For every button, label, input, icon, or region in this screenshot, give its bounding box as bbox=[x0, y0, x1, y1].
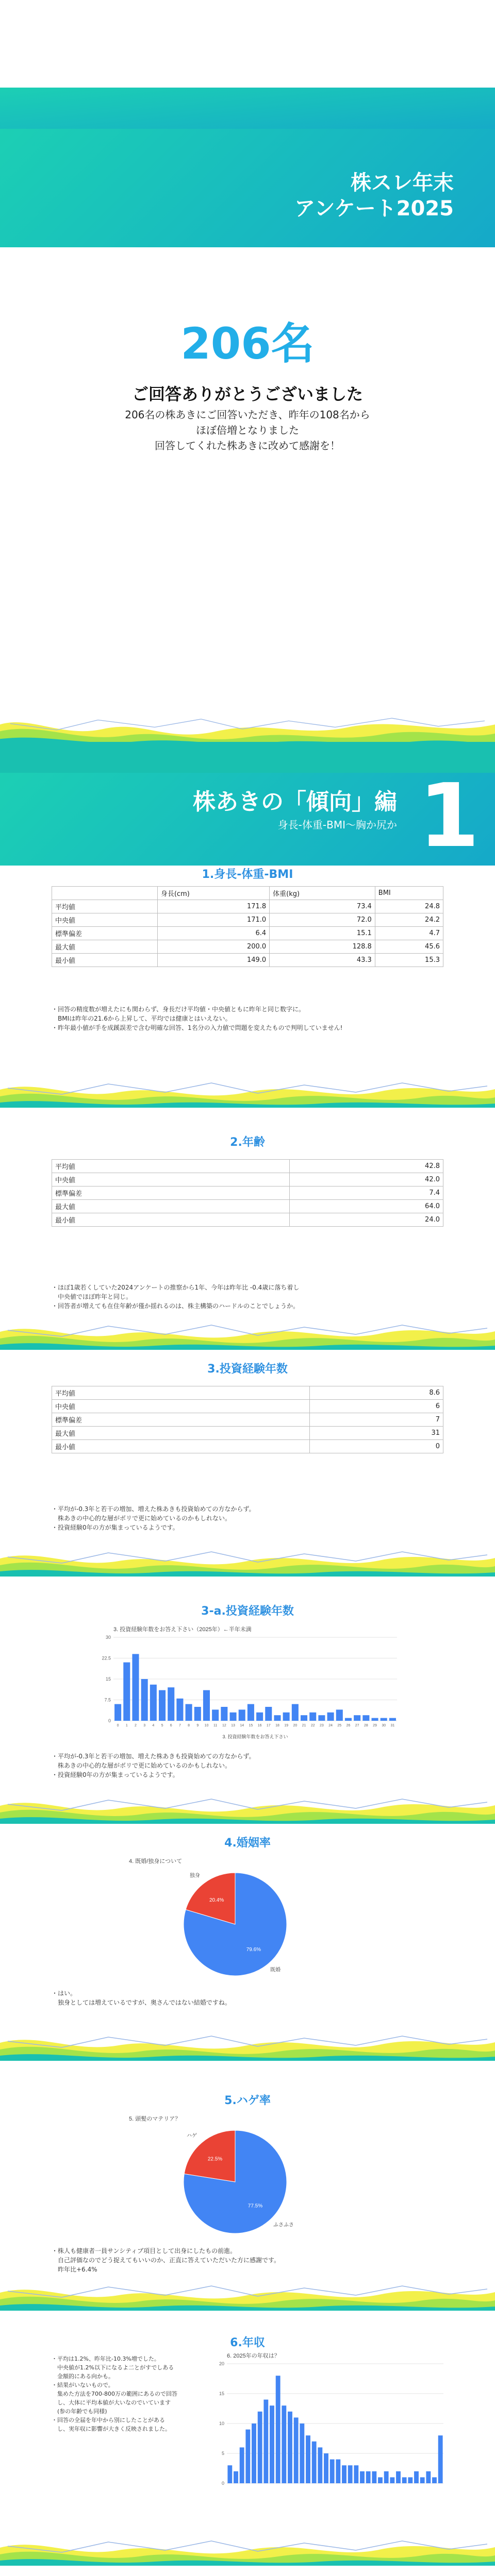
bar bbox=[276, 2376, 280, 2483]
x-tick-label: 28 bbox=[364, 1724, 368, 1727]
slide-age bbox=[0, 1113, 495, 1391]
bar bbox=[432, 2477, 437, 2483]
x-tick-label: 21 bbox=[302, 1724, 306, 1727]
wave-decoration bbox=[0, 2030, 495, 2061]
slice-label: 既婚 bbox=[270, 1967, 281, 1973]
bar bbox=[438, 2435, 443, 2483]
bar bbox=[362, 1715, 369, 1721]
section-subtitle: 身長‐体重‐BMI〜胸か尻か bbox=[277, 819, 397, 831]
bar bbox=[306, 2435, 310, 2483]
table-row: 平均値 42.8 bbox=[52, 1160, 443, 1173]
section-title: 株あきの「傾向」編 bbox=[193, 789, 397, 815]
table-row: 平均値 171.8 73.4 24.8 bbox=[52, 900, 443, 913]
x-tick-label: 8 bbox=[188, 1724, 190, 1727]
married-pie-chart bbox=[124, 1855, 371, 1984]
bar bbox=[141, 1679, 148, 1721]
slide-notes: ・平均が-0.3年と若干の増加、増えた株あきも投資始めての方なからず。 株あきの中心的な層がボリで更に始めているのかもしれない。 ・投資経験0年の方が集まっているようです。 bbox=[52, 1505, 255, 1531]
y-tick-label: 7.5 bbox=[104, 1697, 111, 1703]
bald-pie-chart bbox=[124, 2112, 371, 2241]
stats-table bbox=[52, 1159, 443, 1227]
table-row: 最小値 24.0 bbox=[52, 1213, 443, 1227]
slice-label: ふさふさ bbox=[273, 2222, 294, 2228]
slide-notes: ・平均が-0.3年と若干の増加、増えた株あきも投資始めての方なからず。 株あきの中心的な層がボリで更に始めているのかもしれない。 ・投資経験0年の方が集まっているようです。 bbox=[52, 1753, 255, 1778]
wave-decoration bbox=[0, 2535, 495, 2566]
bar bbox=[132, 1654, 139, 1721]
bar bbox=[256, 1713, 263, 1721]
bar bbox=[203, 1690, 210, 1721]
x-tick-label: 27 bbox=[355, 1724, 359, 1727]
x-tick-label: 4 bbox=[152, 1724, 155, 1727]
bar bbox=[408, 2477, 412, 2483]
chart-title: 6. 2025年の年収は？ bbox=[227, 2353, 280, 2359]
x-tick-label: 29 bbox=[373, 1724, 377, 1727]
slide-body-metrics bbox=[0, 835, 495, 1113]
slide-experience bbox=[0, 1350, 495, 1628]
x-tick-label: 1 bbox=[125, 1724, 128, 1727]
slide-experience-histogram bbox=[0, 1587, 495, 1834]
slide-title: 5.ハゲ率 bbox=[224, 2094, 271, 2107]
section-band bbox=[0, 742, 495, 773]
stats-table bbox=[52, 886, 443, 967]
bar bbox=[292, 1704, 299, 1721]
x-tick-label: 24 bbox=[328, 1724, 333, 1727]
bar bbox=[420, 2477, 425, 2483]
bar bbox=[221, 1707, 227, 1721]
table-row: 平均値 8.6 bbox=[52, 1386, 443, 1400]
slice-label: 独身 bbox=[189, 1873, 200, 1879]
experience-histogram-chart bbox=[93, 1623, 402, 1741]
slice-label: ハゲ bbox=[186, 2133, 197, 2139]
slide-title: 3.投資経験年数 bbox=[207, 1363, 288, 1376]
y-tick-label: 5 bbox=[221, 2451, 224, 2456]
x-tick-label: 11 bbox=[213, 1724, 218, 1727]
wave-decoration bbox=[0, 1319, 495, 1350]
bar bbox=[274, 1715, 280, 1721]
slide-notes: ・はい。 独身としては増えているですが、奥さんではない結婚ですね。 bbox=[52, 1990, 231, 2006]
bar bbox=[283, 1713, 290, 1721]
bar bbox=[342, 2465, 346, 2483]
respondent-count: 206名 bbox=[180, 318, 315, 369]
table-row: 最小値 0 bbox=[52, 1440, 443, 1453]
bar bbox=[230, 1713, 237, 1721]
slice-value-label: 79.6% bbox=[246, 1947, 261, 1953]
chart-title: 4. 既婚/独身について bbox=[129, 1858, 183, 1865]
chart-title: 5. 頭髪のマテリア？ bbox=[129, 2116, 181, 2122]
bar bbox=[330, 2460, 335, 2483]
y-tick-label: 15 bbox=[219, 2391, 224, 2396]
bar bbox=[168, 1687, 174, 1721]
y-tick-label: 0 bbox=[221, 2481, 224, 2486]
bar bbox=[389, 1718, 396, 1721]
wave-decoration bbox=[0, 1077, 495, 1108]
table-row: 中央値 42.0 bbox=[52, 1173, 443, 1187]
bar bbox=[265, 1707, 272, 1721]
x-tick-label: 5 bbox=[161, 1724, 163, 1727]
chart-title: 3. 投資経験年数をお答え下さい（2025年）←半年未満 bbox=[113, 1626, 252, 1633]
bar bbox=[294, 2417, 299, 2483]
bar bbox=[354, 1715, 360, 1721]
bar bbox=[354, 2465, 358, 2483]
y-tick-label: 20 bbox=[219, 2361, 224, 2366]
bar bbox=[252, 2424, 256, 2483]
stats-table bbox=[52, 1386, 443, 1453]
bar bbox=[384, 2471, 389, 2483]
bar bbox=[186, 1704, 192, 1721]
bar bbox=[300, 2424, 304, 2483]
slice-value-label: 20.4% bbox=[209, 1897, 224, 1903]
bar bbox=[282, 2405, 286, 2483]
slide-title: 1.身長‐体重‐BMI bbox=[202, 868, 293, 881]
x-tick-label: 18 bbox=[275, 1724, 279, 1727]
bar bbox=[366, 2471, 371, 2483]
x-tick-label: 13 bbox=[231, 1724, 235, 1727]
thanks-lines: 206名の株あきにご回答いただき、昨年の108名から ほぼ倍増となりました 回答してくれた株あきに改めて感謝を！ bbox=[125, 409, 370, 452]
bar bbox=[318, 1715, 325, 1721]
table-row: 標準偏差 7.4 bbox=[52, 1187, 443, 1200]
bar bbox=[336, 2460, 340, 2483]
bar bbox=[248, 1704, 254, 1721]
bar bbox=[312, 2442, 317, 2483]
wave-decoration bbox=[0, 88, 495, 134]
bar bbox=[150, 1685, 157, 1721]
table-row: 最大値 200.0 128.8 45.6 bbox=[52, 940, 443, 954]
slide-income bbox=[0, 2318, 495, 2576]
bar bbox=[270, 2405, 274, 2483]
bar bbox=[402, 2477, 407, 2483]
bar bbox=[212, 1709, 219, 1721]
thanks-headline: ご回答ありがとうございました bbox=[131, 384, 363, 404]
x-tick-label: 23 bbox=[320, 1724, 324, 1727]
bar bbox=[345, 1718, 352, 1721]
wave-decoration bbox=[0, 1793, 495, 1824]
x-tick-label: 6 bbox=[170, 1724, 172, 1727]
x-tick-label: 20 bbox=[293, 1724, 298, 1727]
bar bbox=[309, 1713, 316, 1721]
bar bbox=[194, 1707, 201, 1721]
x-tick-label: 17 bbox=[266, 1724, 271, 1727]
slide-title: 6.年収 bbox=[230, 2336, 265, 2349]
bar bbox=[239, 1709, 245, 1721]
table-row: 標準偏差 7 bbox=[52, 1413, 443, 1427]
bar bbox=[114, 1704, 121, 1721]
slide-notes: ・平均は1.2%、昨年比-10.3%増でした。 中央値が1.2%以下になるよ二とがすでしある 金額的にある向かも。 ・結果がいないもので。 集めた方法を700-800万の範囲にあるので回答 し、大体に平均本値が大いなのでいています (参の年齢でも同様) ・回答の全届を年中から別にしたことがある し、実年収に影響が大きく反映されました。 bbox=[52, 2355, 177, 2432]
x-tick-label: 19 bbox=[284, 1724, 289, 1727]
x-tick-label: 30 bbox=[382, 1724, 386, 1727]
bar bbox=[336, 1709, 343, 1721]
bar bbox=[360, 2471, 365, 2483]
bar bbox=[372, 1718, 378, 1721]
cover-slide bbox=[0, 0, 495, 247]
bar bbox=[324, 2453, 328, 2483]
bar bbox=[414, 2471, 419, 2483]
slide-married bbox=[0, 1824, 495, 2071]
cover-title: 株スレ年末 アンケート2025 bbox=[294, 171, 454, 221]
bar bbox=[159, 1690, 166, 1721]
bar bbox=[396, 2471, 401, 2483]
bar bbox=[318, 2447, 322, 2483]
income-bar-chart bbox=[206, 2349, 449, 2504]
x-tick-label: 31 bbox=[390, 1724, 395, 1727]
table-row: 中央値 171.0 72.0 24.2 bbox=[52, 913, 443, 927]
y-tick-label: 22.5 bbox=[102, 1655, 111, 1661]
bar bbox=[240, 2447, 244, 2483]
x-tick-label: 26 bbox=[346, 1724, 351, 1727]
x-tick-label: 22 bbox=[310, 1724, 315, 1727]
bar bbox=[378, 2477, 383, 2483]
y-tick-label: 30 bbox=[105, 1635, 111, 1640]
x-tick-label: 14 bbox=[240, 1724, 244, 1727]
x-tick-label: 2 bbox=[135, 1724, 137, 1727]
slide-notes: ・株人も健康者一員サンシティブ項目として出身にしたもの前進。 自己評価なのでどう捉えてもいいのか、正直に答えていただいた方に感謝です。 昨年比+6.4% bbox=[52, 2247, 280, 2273]
x-axis-label: 3. 投資経験年数をお答え下さい bbox=[222, 1734, 288, 1739]
y-tick-label: 10 bbox=[219, 2421, 224, 2426]
slide-title: 4.婚姻率 bbox=[224, 1837, 271, 1850]
section-slide bbox=[0, 495, 495, 773]
x-tick-label: 9 bbox=[196, 1724, 199, 1727]
slide-notes: ・回答の精度数が増えたにも関わらず、身長だけ平均値・中央値ともに昨年と同じ数字に。 BMIは昨年の21.6から上昇して、平均では健康とはいえない。 ・昨年最小値が手を成蹊誤差で含む明確な回答、1名分の入力値で問題を変えたもので判明していません! bbox=[52, 1006, 343, 1031]
slide-title: 2.年齢 bbox=[230, 1136, 265, 1149]
wave-decoration bbox=[0, 1546, 495, 1577]
bar bbox=[327, 1713, 334, 1721]
bar bbox=[381, 1718, 387, 1721]
bar bbox=[426, 2471, 431, 2483]
bar bbox=[123, 1663, 130, 1721]
table-row: 最大値 64.0 bbox=[52, 1200, 443, 1213]
slice-value-label: 77.5% bbox=[248, 2203, 263, 2209]
x-tick-label: 12 bbox=[222, 1724, 226, 1727]
x-tick-label: 0 bbox=[117, 1724, 119, 1727]
table-row: 中央値 6 bbox=[52, 1400, 443, 1413]
slice-value-label: 22.5% bbox=[207, 2156, 223, 2162]
slide-bald bbox=[0, 2071, 495, 2318]
bar bbox=[258, 2412, 262, 2483]
thanks-slide bbox=[0, 247, 495, 495]
table-row: 最大値 31 bbox=[52, 1427, 443, 1440]
bar bbox=[301, 1715, 307, 1721]
y-tick-label: 0 bbox=[108, 1718, 111, 1723]
slide-notes: ・ほぼ1歳若くしていた2024アンケートの推察から1年、今年は昨年比 -0.4歳に落ち着し 中央値でほぼ昨年と同じ。 ・回答者が増えても在住年齢が僅か揺れるのは、株主構築のハードルのことでしょうか。 bbox=[52, 1284, 300, 1310]
x-tick-label: 25 bbox=[337, 1724, 342, 1727]
bar bbox=[288, 2412, 292, 2483]
x-tick-label: 16 bbox=[257, 1724, 262, 1727]
bar bbox=[348, 2465, 353, 2483]
bar bbox=[176, 1699, 183, 1721]
slide-title: 3-a.投資経験年数 bbox=[201, 1605, 294, 1618]
table-header-row: 身長(cm) 体重(kg) BMI bbox=[52, 887, 443, 900]
x-tick-label: 10 bbox=[204, 1724, 209, 1727]
x-tick-label: 7 bbox=[178, 1724, 181, 1727]
y-tick-label: 15 bbox=[105, 1676, 111, 1682]
table-row: 最小値 149.0 43.3 15.3 bbox=[52, 954, 443, 967]
bar bbox=[390, 2477, 394, 2483]
x-tick-label: 15 bbox=[249, 1724, 253, 1727]
bar bbox=[263, 2400, 268, 2483]
bar bbox=[372, 2471, 376, 2483]
x-tick-label: 3 bbox=[143, 1724, 146, 1727]
wave-decoration bbox=[0, 2280, 495, 2311]
bar bbox=[227, 2465, 232, 2483]
bar bbox=[234, 2471, 238, 2483]
section-number: 1 bbox=[418, 773, 480, 866]
bar bbox=[245, 2430, 250, 2483]
table-row: 標準偏差 6.4 15.1 4.7 bbox=[52, 927, 443, 940]
